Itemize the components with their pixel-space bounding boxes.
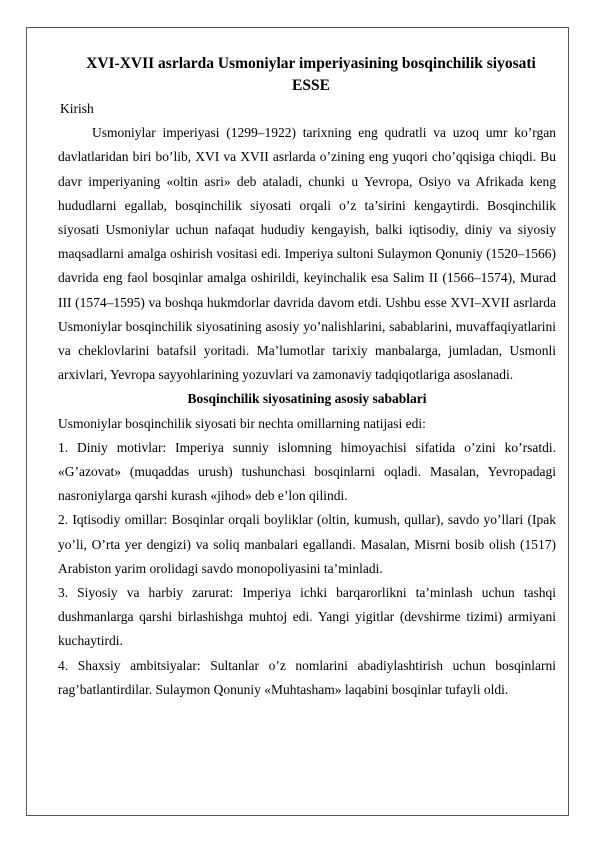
document-subtitle: ESSE <box>292 77 330 94</box>
list-item: 3. Siyosiy va harbiy zarurat: Imperiya ichki barqarorlikni ta’minlash uchun tashqi dushmanlarga qarshi birlashishga muhtoj edi. Yangi yigitlar (devshirme tizimi) armiyani kuchaytirdi. <box>58 585 556 649</box>
list-item: 4. Shaxsiy ambitsiyalar: Sultanlar o’z nomlarini abadiylashtirish uchun bosqinlarni rag’batlantirdilar. Sulaymon Qonuniy «Muhtasham» laqabini bosqinlar tufayli oldi. <box>58 657 556 697</box>
list-item: 1. Diniy motivlar: Imperiya sunniy islomning himoyachisi sifatida o’zini ko’rsatdi. «G’azovat» (muqaddas urush) tushunchasi bosqinlarni oqladi. Masalan, Yevropadagi nasroniylarga qarshi kurash «jihod» deb e’lon qilindi. <box>58 439 556 504</box>
section-intro: Usmoniylar bosqinchilik siyosati bir nechta omillarning natijasi edi: <box>58 415 426 431</box>
intro-paragraph: Usmoniylar imperiyasi (1299–1922) tarixning eng qudratli va uzoq umr ko’rgan davlatlaridan biri bo’lib, XVI va XVII asrlarda o’zining eng yuqori cho’qqisiga chiqdi. Bu davr imperiyaning «oltin asri» deb ataladi, chunki u Yevropa, Osiyo va Afrikada keng hududlarni egallab, bosqinchilik siyosati orqali o’z ta’sirini kengaytirdi. Bosqinchilik siyosati Usmoniylar uchun nafaqat hududiy kengayish, balki iqtisodiy, diniy va siyosiy maqsadlarni amalga oshirish vositasi edi. Imperiya sultoni Sulaymon Qonuniy (1520–1566) davrida eng faol bosqinlar amalga oshirildi, keyinchalik esa Salim II (1566–1574), Murad III (1574–1595) va boshqa hukmdorlar davrida davom etdi. Ushbu esse XVI–XVII asrlarda Usmoniylar bosqinchilik siyosatining asosiy yo’nalishlarini, sabablarini, muvaffaqiyatlarini va cheklovlarini batafsil yoritadi. Ma’lumotlar tarixiy manbalarga, jumladan, Usmonli arxivlari, Yevropa sayyohlarining yozuvlari va zamonaviy tadqiqotlariga asoslanadi. <box>58 125 556 383</box>
document-title: XVI-XVII asrlarda Usmoniylar imperiyasining bosqinchilik siyosati <box>86 55 536 72</box>
list-item: 2. Iqtisodiy omillar: Bosqinlar orqali boyliklar (oltin, kumush, qullar), savdo yo’llari (Ipak yo’li, O’rta yer dengizi) va soliq manbalari egallandi. Masalan, Misrni bosib olish (1517) Arabiston yarim orolidagi savdo monopoliyasini ta’minladi. <box>58 512 556 576</box>
document-body <box>58 53 556 702</box>
section-heading: Bosqinchilik siyosatining asosiy sabablari <box>187 391 427 407</box>
intro-label: Kirish <box>60 101 94 116</box>
